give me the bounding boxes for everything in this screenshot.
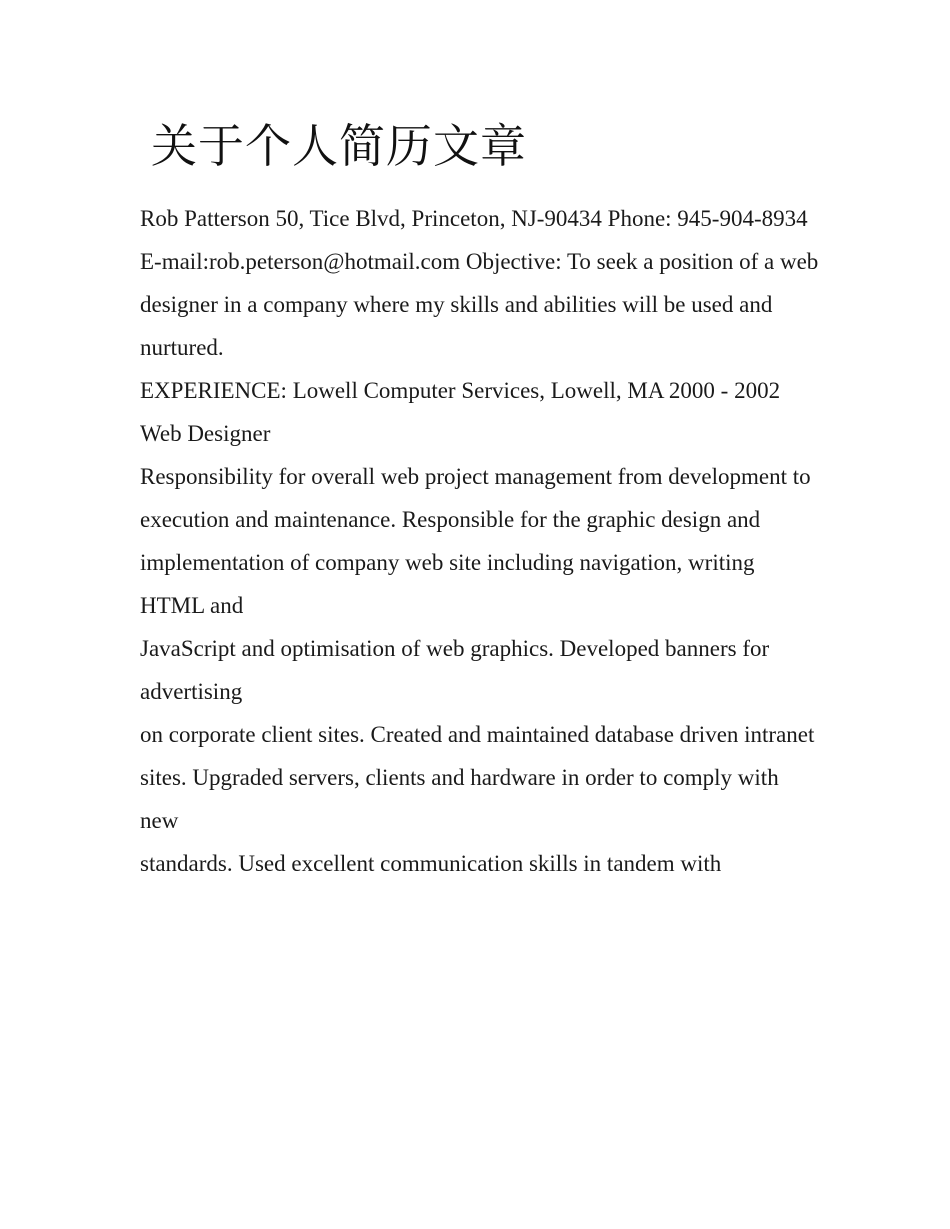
experience-heading-paragraph: EXPERIENCE: Lowell Computer Services, Lowell, MA 2000 - 2002 Web Designer	[140, 378, 781, 446]
experience-paragraph-7: standards. Used excellent communication skills in tandem with	[140, 851, 722, 876]
objective-paragraph: designer in a company where my skills and abilities will be used and nurtured.	[140, 292, 773, 360]
email-objective-paragraph: E-mail:rob.peterson@hotmail.com Objective: To seek a position of a web	[140, 249, 819, 274]
experience-paragraph-2: execution and maintenance. Responsible for the graphic design and	[140, 507, 761, 532]
contact-paragraph: Rob Patterson 50, Tice Blvd, Princeton, NJ-90434 Phone: 945-904-8934	[140, 206, 808, 231]
experience-paragraph-5: on corporate client sites. Created and maintained database driven intranet	[140, 722, 815, 747]
experience-paragraph-4: JavaScript and optimisation of web graphics. Developed banners for advertising	[140, 636, 770, 704]
document-title: 关于个人简历文章	[151, 119, 527, 173]
experience-paragraph-3: implementation of company web site including navigation, writing HTML and	[140, 550, 755, 618]
experience-paragraph-1: Responsibility for overall web project management from development to	[140, 464, 811, 489]
experience-paragraph-6: sites. Upgraded servers, clients and hardware in order to comply with new	[140, 765, 779, 833]
document-body	[140, 197, 820, 885]
